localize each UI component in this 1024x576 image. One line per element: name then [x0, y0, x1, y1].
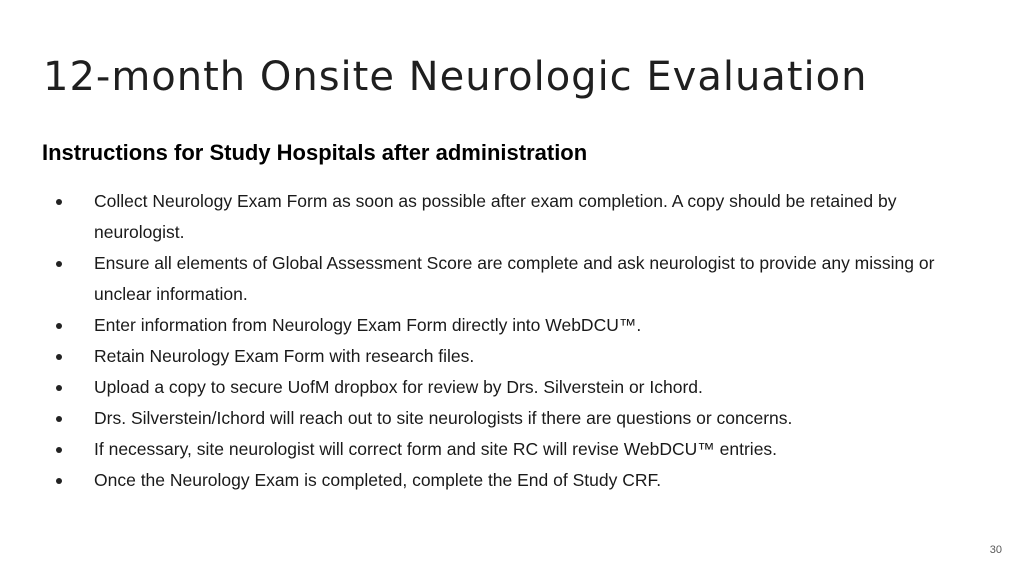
bullet-icon	[56, 416, 62, 422]
list-item-text: Drs. Silverstein/Ichord will reach out to site neurologists if there are questions or concerns.	[94, 408, 793, 428]
bullet-icon	[56, 261, 62, 267]
bullet-icon	[56, 385, 62, 391]
list-item	[56, 434, 986, 465]
bullet-icon	[56, 199, 62, 205]
list-item-text: Retain Neurology Exam Form with research files.	[94, 346, 475, 366]
slide-title: 12-month Onsite Neurologic Evaluation	[43, 54, 868, 100]
list-item-text: Enter information from Neurology Exam Form directly into WebDCU™.	[94, 315, 642, 335]
bullet-icon	[56, 354, 62, 360]
bullet-icon	[56, 323, 62, 329]
list-item	[56, 403, 986, 434]
bullet-icon	[56, 478, 62, 484]
page-number: 30	[989, 544, 1002, 556]
list-item	[56, 341, 986, 372]
instruction-list	[56, 186, 986, 496]
list-item-text: Ensure all elements of Global Assessment Score are complete and ask neurologist to provide any missing or unclear information.	[94, 253, 935, 304]
list-item	[56, 372, 986, 403]
list-item-text: Once the Neurology Exam is completed, complete the End of Study CRF.	[94, 470, 662, 490]
list-item	[56, 310, 986, 341]
list-item-text: Collect Neurology Exam Form as soon as possible after exam completion. A copy should be retained by neurologist.	[94, 191, 897, 242]
list-item-text: If necessary, site neurologist will correct form and site RC will revise WebDCU™ entries.	[94, 439, 778, 459]
list-item	[56, 465, 986, 496]
bullet-icon	[56, 447, 62, 453]
slide-subtitle: Instructions for Study Hospitals after administration	[42, 140, 588, 165]
list-item	[56, 186, 986, 248]
list-item-text: Upload a copy to secure UofM dropbox for review by Drs. Silverstein or Ichord.	[94, 377, 703, 397]
list-item	[56, 248, 986, 310]
